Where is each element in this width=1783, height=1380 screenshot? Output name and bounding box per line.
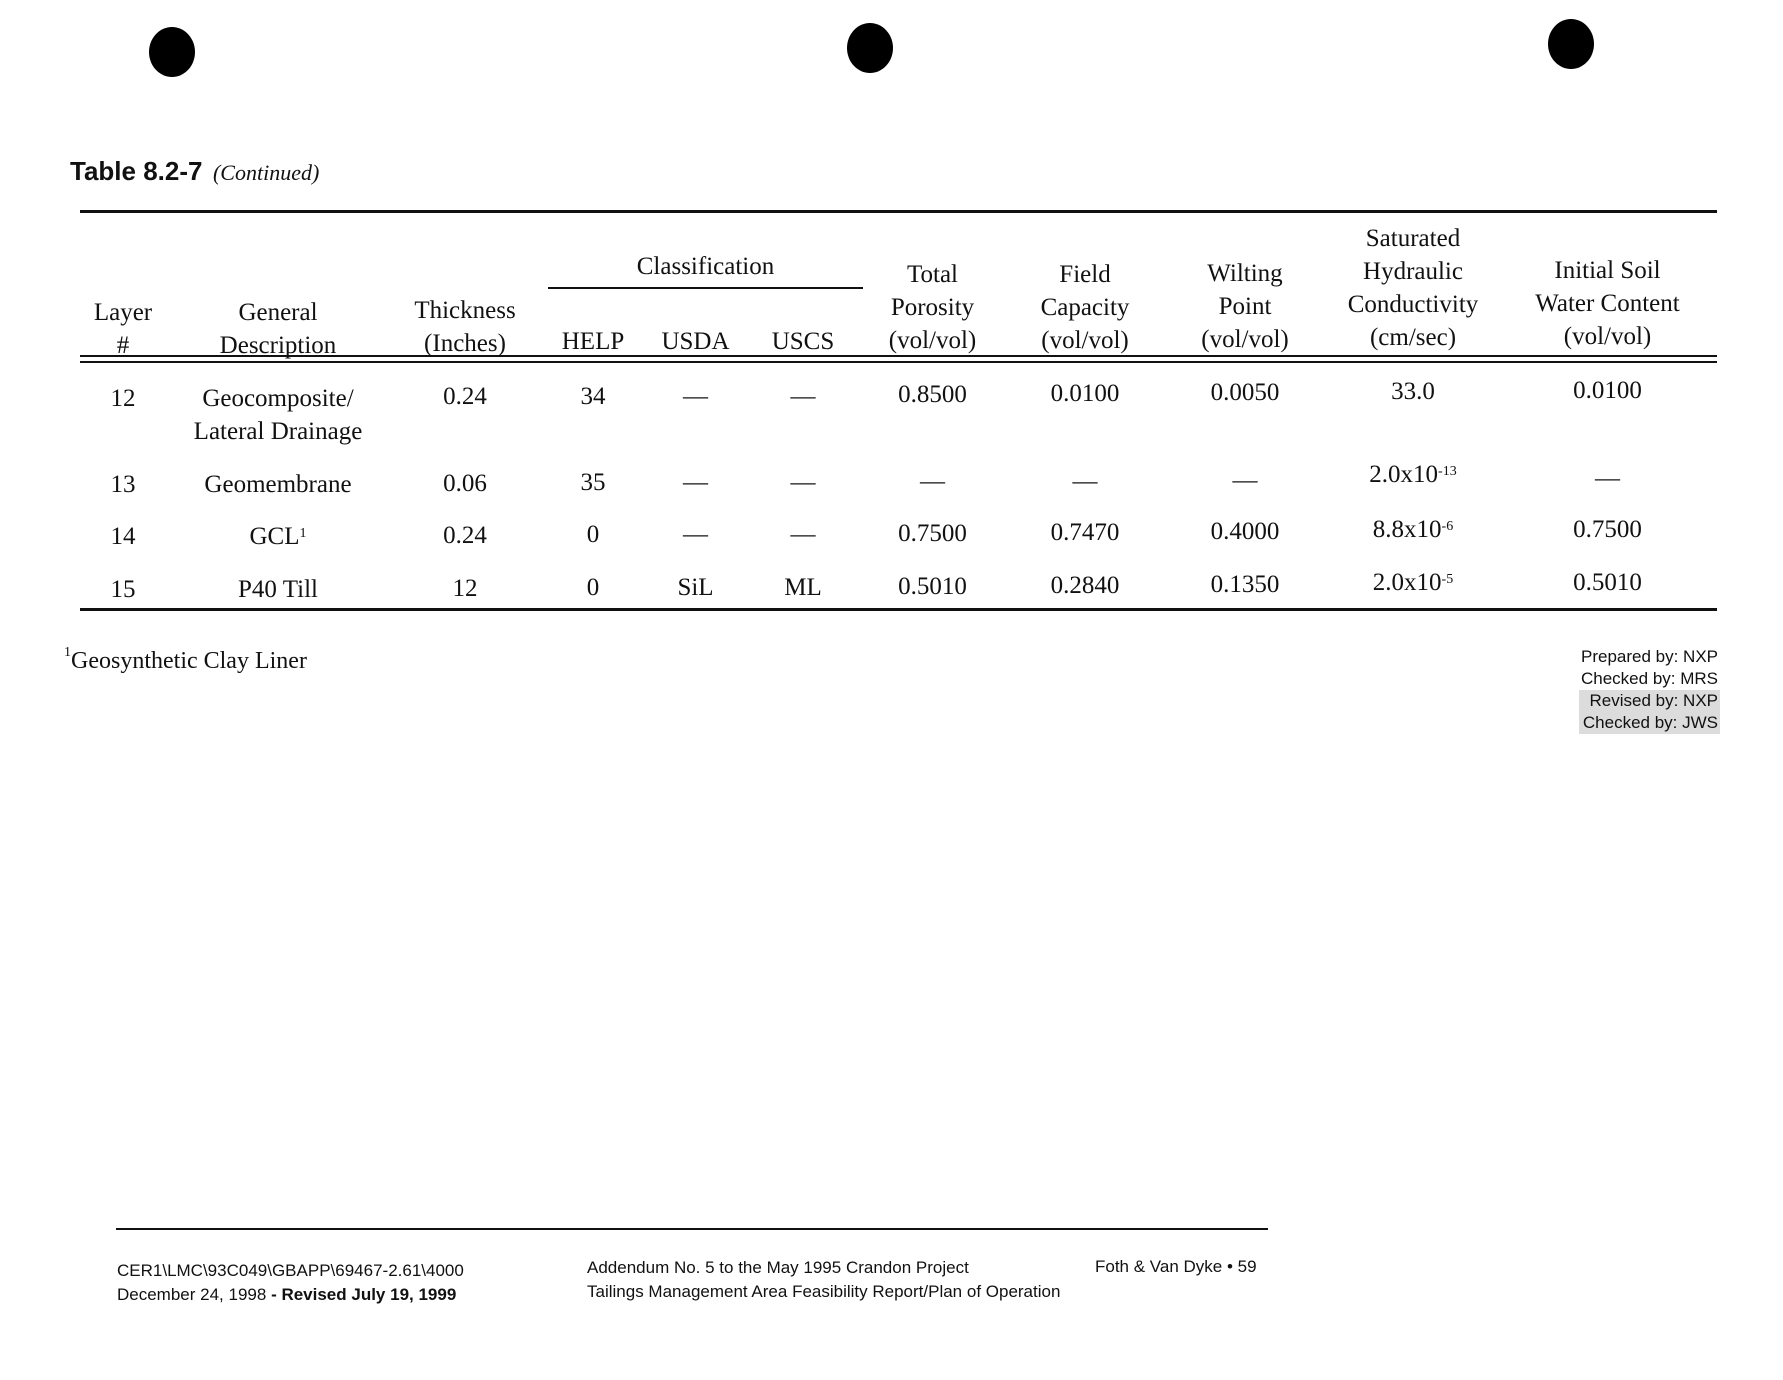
header-description: General Description: [219, 299, 337, 359]
prepared-by-block: [1579, 646, 1720, 734]
table-top-rule: [80, 210, 1717, 213]
row13-field-capacity: —: [1072, 468, 1098, 495]
header-porosity: Total Porosity (vol/vol): [888, 261, 977, 354]
table-title-continued: (Continued): [212, 160, 320, 185]
row15-description: P40 Till: [238, 576, 318, 603]
row12-porosity: 0.8500: [898, 381, 967, 408]
header-field-capacity: Field Capacity (vol/vol): [1040, 261, 1130, 354]
header-usda: USDA: [661, 328, 730, 355]
footer-revised: - Revised July 19, 1999: [271, 1285, 457, 1304]
classification-rule: [548, 287, 863, 289]
row14-help: 0: [586, 521, 600, 548]
footer-addendum-1: Addendum No. 5 to the May 1995 Crandon Project: [587, 1258, 969, 1277]
row15-initial: 0.5010: [1573, 569, 1642, 596]
row14-uscs: —: [790, 521, 816, 548]
prepared-by: Prepared by: NXP: [1580, 647, 1718, 666]
footer-addendum-2: Tailings Management Area Feasibility Report/Plan of Operation: [587, 1282, 1061, 1301]
footer-rule: [116, 1228, 1268, 1230]
row14-layer: 14: [110, 523, 136, 550]
footer-date-line: [117, 1283, 464, 1307]
row14-thickness: 0.24: [443, 522, 487, 549]
table-title: [70, 156, 319, 187]
row15-field-capacity: 0.2840: [1050, 572, 1120, 599]
row15-conductivity-exponent: -5: [1441, 572, 1454, 587]
row13-conductivity: $2.0x10^{-13}$: [1369, 461, 1457, 488]
footnote-text: Geosynthetic Clay Liner: [71, 648, 307, 674]
row12-initial: 0.0100: [1573, 377, 1642, 404]
row12-uscs: —: [790, 383, 816, 410]
row14-usda: —: [683, 521, 708, 548]
row13-initial: —: [1595, 465, 1620, 492]
row15-layer: 15: [110, 576, 136, 603]
row13-help: 35: [580, 469, 606, 496]
punch-hole-left: [149, 27, 195, 77]
header-thickness: Thickness (Inches): [414, 297, 516, 357]
punch-hole-center: [847, 23, 893, 73]
footer-center: [587, 1256, 1060, 1304]
row15-thickness: 12: [452, 575, 478, 602]
revised-by: Revised by: NXP: [1579, 690, 1720, 712]
row13-uscs: —: [790, 469, 816, 496]
row13-wilting: —: [1232, 467, 1258, 494]
footnote-mark: 1: [64, 645, 71, 660]
checked-by-2: Checked by: JWS: [1579, 712, 1720, 734]
footer-left: [117, 1259, 464, 1307]
row12-layer: 12: [110, 385, 136, 412]
row14-wilting: 0.4000: [1210, 518, 1280, 545]
row14-porosity: 0.7500: [898, 520, 967, 547]
row12-conductivity: 33.0: [1391, 378, 1435, 405]
row12-description: Geocomposite/ Lateral Drainage: [193, 385, 363, 445]
row12-thickness: 0.24: [443, 383, 487, 410]
header-layer: Layer #: [93, 299, 153, 359]
row13-thickness: 0.06: [443, 470, 487, 497]
header-wilting-point: Wilting Point (vol/vol): [1201, 260, 1289, 353]
gcl-footnote-mark: 1: [299, 526, 307, 541]
punch-hole-right: [1548, 19, 1594, 69]
row14-description: GCL$^1$: [249, 523, 307, 550]
header-uscs: USCS: [771, 328, 835, 355]
table-bottom-rule: [80, 608, 1717, 611]
footer-date: December 24, 1998: [117, 1285, 267, 1304]
row15-conductivity: $2.0x10^{-5}$: [1372, 569, 1454, 596]
header-help: HELP: [561, 328, 625, 355]
footer-company-page: Foth & Van Dyke • 59: [1095, 1257, 1257, 1276]
table-title-main: Table 8.2-7: [70, 156, 203, 186]
row14-conductivity: $8.8x10^{-6}$: [1372, 516, 1454, 543]
row12-usda: —: [683, 383, 708, 410]
row15-usda: SiL: [677, 574, 714, 601]
row13-layer: 13: [110, 471, 136, 498]
header-classification: Classification: [636, 253, 775, 280]
row13-description: Geomembrane: [204, 471, 352, 498]
checked-by: Checked by: MRS: [1581, 669, 1718, 688]
row13-usda: —: [683, 469, 708, 496]
row15-wilting: 0.1350: [1210, 571, 1280, 598]
row13-porosity: —: [920, 468, 945, 495]
row15-help: 0: [586, 574, 600, 601]
row15-porosity: 0.5010: [898, 573, 967, 600]
footnote: [64, 645, 307, 675]
row12-help: 34: [580, 383, 606, 410]
row14-initial: 0.7500: [1573, 516, 1642, 543]
row12-field-capacity: 0.0100: [1050, 380, 1120, 407]
row14-field-capacity: 0.7470: [1050, 519, 1120, 546]
row13-conductivity-exponent: -13: [1438, 464, 1457, 479]
footer-path: CER1\LMC\93C049\GBAPP\69467-2.61\4000: [117, 1261, 464, 1280]
row12-wilting: 0.0050: [1210, 379, 1280, 406]
row14-conductivity-exponent: -6: [1441, 519, 1454, 534]
header-initial-water: Initial Soil Water Content (vol/vol): [1535, 257, 1680, 350]
header-conductivity: Saturated Hydraulic Conductivity (cm/sec): [1347, 225, 1479, 351]
row15-uscs: ML: [784, 574, 822, 601]
